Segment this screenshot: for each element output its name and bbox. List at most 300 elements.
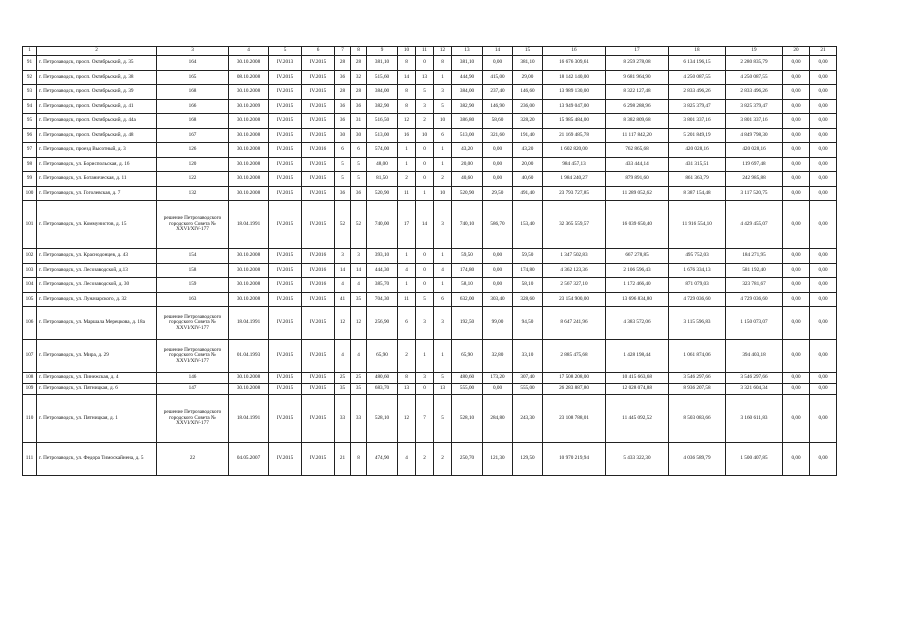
table-cell: IV.2015 <box>302 201 335 249</box>
table-row <box>23 292 837 307</box>
table-cell: 6 <box>434 128 452 143</box>
table-cell: 0,00 <box>783 373 810 384</box>
table-cell: 480,60 <box>367 373 398 384</box>
table-cell: 0 <box>416 263 434 278</box>
table-cell: 11 <box>398 186 416 201</box>
table-cell: 6 <box>398 307 416 340</box>
row-number: 91 <box>23 56 37 71</box>
table-cell: 18.04.1991 <box>229 307 269 340</box>
table-cell: 52 <box>335 201 351 249</box>
table-cell: 520,90 <box>367 186 398 201</box>
table-cell: 168 <box>157 114 229 129</box>
table-cell: 0 <box>416 56 434 71</box>
table-cell: 323 781,67 <box>726 278 783 293</box>
table-cell: 5 <box>335 172 351 187</box>
table-cell: 33 <box>335 395 351 443</box>
table-cell: 21 169 485,78 <box>543 128 606 143</box>
table-cell: 0,00 <box>483 172 513 187</box>
table-cell: 6 298 288,96 <box>606 99 669 114</box>
table-cell: IV.2015 <box>302 85 335 100</box>
table-cell: 4 250 087,55 <box>726 70 783 85</box>
table-cell: 515,60 <box>367 70 398 85</box>
table-cell: 0 <box>416 278 434 293</box>
column-number: 7 <box>335 47 351 56</box>
table-cell: 0,00 <box>783 443 810 476</box>
table-cell: 871 079,03 <box>669 278 726 293</box>
table-cell: IV.2015 <box>302 373 335 384</box>
table-cell: 243,30 <box>513 395 543 443</box>
table-cell: решение Петрозаводского городского Совета № XXVI/XIV-177 <box>157 201 229 249</box>
table-cell: 8 322 127,48 <box>606 85 669 100</box>
table-cell: 28 <box>335 85 351 100</box>
table-cell: 17 508 208,00 <box>543 373 606 384</box>
address-cell: г. Петрозаводск, ул. Луначарского, д. 32 <box>37 292 157 307</box>
table-cell: 1 <box>434 143 452 158</box>
table-cell: 0,00 <box>810 395 837 443</box>
table-row <box>23 278 837 293</box>
table-cell: 25 <box>351 373 367 384</box>
table-cell: 65,90 <box>367 340 398 373</box>
table-cell: 29,00 <box>513 70 543 85</box>
column-number-row <box>23 47 837 56</box>
table-cell: 3 <box>335 249 351 264</box>
table-row <box>23 249 837 264</box>
row-number: 104 <box>23 278 37 293</box>
table-cell: 242 985,88 <box>726 172 783 187</box>
table-cell: 15 985 484,00 <box>543 114 606 129</box>
table-cell: 158 <box>157 263 229 278</box>
table-cell: 30.10.2008 <box>229 143 269 158</box>
table-cell: 0,00 <box>810 70 837 85</box>
table-cell: 250,70 <box>452 443 483 476</box>
table-cell: 36 <box>335 99 351 114</box>
address-cell: г. Петрозаводск, ул. Маршала Мерецкова, д. 18а <box>37 307 157 340</box>
table-cell: 30.10.2008 <box>229 128 269 143</box>
table-cell: 173,20 <box>483 373 513 384</box>
table-cell: 0,00 <box>783 128 810 143</box>
table-cell: 29,50 <box>483 186 513 201</box>
table-cell: 420 028,16 <box>669 143 726 158</box>
table-cell: IV.2016 <box>302 143 335 158</box>
table-cell: 3 115 596,83 <box>669 307 726 340</box>
table-cell: 0,00 <box>810 56 837 71</box>
table-row <box>23 395 837 443</box>
table-cell: 7 <box>416 395 434 443</box>
table-cell: 1 676 334,13 <box>669 263 726 278</box>
table-cell: 431 315,51 <box>669 157 726 172</box>
table-cell: 32 365 559,57 <box>543 201 606 249</box>
table-cell: 5 <box>434 99 452 114</box>
table-row <box>23 307 837 340</box>
table-cell: 52 <box>351 201 367 249</box>
table-cell: 303,40 <box>483 292 513 307</box>
row-number: 107 <box>23 340 37 373</box>
table-cell: 762 865,68 <box>606 143 669 158</box>
table-cell: 1 <box>434 278 452 293</box>
table-cell: 59,50 <box>513 249 543 264</box>
table-cell: 0,00 <box>810 340 837 373</box>
table-cell: 393,10 <box>367 249 398 264</box>
row-number: 109 <box>23 384 37 395</box>
table-cell: 385,70 <box>367 278 398 293</box>
table-cell: IV.2015 <box>302 114 335 129</box>
table-cell: 3 <box>416 307 434 340</box>
table-cell: 31 <box>351 114 367 129</box>
table-cell: 8 <box>398 373 416 384</box>
table-cell: 2 <box>434 172 452 187</box>
table-cell: 0,00 <box>483 157 513 172</box>
table-cell: 433 444,14 <box>606 157 669 172</box>
table-cell: IV.2015 <box>269 373 302 384</box>
table-cell: 861 363,79 <box>669 172 726 187</box>
table-cell: 0,00 <box>783 56 810 71</box>
address-cell: г. Петрозаводск, просп. Октябрьский, д. 35 <box>37 56 157 71</box>
table-cell: 13 989 130,00 <box>543 85 606 100</box>
table-cell: 10 970 219,94 <box>543 443 606 476</box>
table-cell: 58,60 <box>483 114 513 129</box>
table-cell: 480,60 <box>452 373 483 384</box>
table-cell: 415,00 <box>483 70 513 85</box>
table-cell: 33 <box>351 395 367 443</box>
table-cell: 3 546 297,66 <box>669 373 726 384</box>
table-cell: IV.2015 <box>269 85 302 100</box>
table-cell: 0,00 <box>783 263 810 278</box>
table-cell: 0,00 <box>810 157 837 172</box>
row-number: 103 <box>23 263 37 278</box>
table-cell: IV.2015 <box>269 263 302 278</box>
table-cell: 4 849 798,30 <box>726 128 783 143</box>
table-cell: 879 891,60 <box>606 172 669 187</box>
table-cell: 0,00 <box>810 443 837 476</box>
table-cell: 4 362 123,36 <box>543 263 606 278</box>
table-cell: 328,60 <box>513 292 543 307</box>
table-cell: 4 <box>335 278 351 293</box>
table-cell: 0,00 <box>783 395 810 443</box>
table-cell: 129,50 <box>513 443 543 476</box>
table-cell: 1 428 198,44 <box>606 340 669 373</box>
table-cell: 8 <box>434 56 452 71</box>
table-cell: 5 201 849,19 <box>669 128 726 143</box>
table-cell: 0,00 <box>810 263 837 278</box>
table-cell: решение Петрозаводского городского Совета № XXVI/XIV-177 <box>157 395 229 443</box>
address-cell: г. Петрозаводск, ул. Пятницкая, д. 1 <box>37 395 157 443</box>
table-cell: 35 <box>351 384 367 395</box>
row-number: 94 <box>23 99 37 114</box>
address-cell: г. Петрозаводск, просп. Октябрьский, д. 41 <box>37 99 157 114</box>
table-cell: 328,20 <box>513 114 543 129</box>
table-cell: 1 500 407,85 <box>726 443 783 476</box>
table-cell: 13 696 834,80 <box>606 292 669 307</box>
table-cell: 394 403,18 <box>726 340 783 373</box>
table-cell: 384,00 <box>367 85 398 100</box>
row-number: 110 <box>23 395 37 443</box>
table-cell: 1 <box>398 143 416 158</box>
table-cell: 0,00 <box>783 99 810 114</box>
row-number: 105 <box>23 292 37 307</box>
table-cell: 5 433 322,30 <box>606 443 669 476</box>
column-number: 20 <box>783 47 810 56</box>
table-cell: 65,90 <box>452 340 483 373</box>
row-number: 95 <box>23 114 37 129</box>
table-row <box>23 201 837 249</box>
row-number: 92 <box>23 70 37 85</box>
table-cell: 30.10.2008 <box>229 114 269 129</box>
address-cell: г. Петрозаводск, ул. Бориспольская, д. 16 <box>37 157 157 172</box>
table-cell: 30.10.2008 <box>229 278 269 293</box>
address-cell: г. Петрозаводск, ул. Мира, д. 29 <box>37 340 157 373</box>
table-cell: 132 <box>157 186 229 201</box>
table-cell: 2 885 475,68 <box>543 340 606 373</box>
table-cell: IV.2015 <box>302 157 335 172</box>
table-cell: IV.2015 <box>269 443 302 476</box>
table-row <box>23 114 837 129</box>
table-cell: 0,00 <box>483 278 513 293</box>
table-cell: 1 602 820,00 <box>543 143 606 158</box>
table-cell: 9 681 964,90 <box>606 70 669 85</box>
table-cell: 8 936 207,58 <box>669 384 726 395</box>
table-cell: 4 036 589,79 <box>669 443 726 476</box>
table-cell: 1 <box>398 157 416 172</box>
table-cell: 0,00 <box>810 384 837 395</box>
table-cell: 0 <box>416 172 434 187</box>
table-cell: 555,00 <box>513 384 543 395</box>
table-cell: 5 <box>351 172 367 187</box>
table-cell: 147 <box>157 384 229 395</box>
table-cell: 444,30 <box>367 263 398 278</box>
table-cell: 10 <box>416 128 434 143</box>
table-cell: 26 283 887,80 <box>543 384 606 395</box>
table-cell: 30.10.2008 <box>229 172 269 187</box>
table-cell: 18.04.1991 <box>229 201 269 249</box>
table-cell: 30.10.2008 <box>229 85 269 100</box>
table-cell: 32,80 <box>483 340 513 373</box>
table-row <box>23 70 837 85</box>
table-cell: 3 825 379,47 <box>726 99 783 114</box>
table-cell: 30 <box>335 128 351 143</box>
table-cell: 555,00 <box>452 384 483 395</box>
table-row <box>23 172 837 187</box>
table-cell: IV.2015 <box>269 384 302 395</box>
table-cell: 307,40 <box>513 373 543 384</box>
table-cell: 126 <box>157 143 229 158</box>
table-cell: 3 <box>416 373 434 384</box>
table-cell: 121,30 <box>483 443 513 476</box>
document-sheet <box>22 46 837 476</box>
table-cell: IV.2015 <box>269 340 302 373</box>
table-cell: 381,10 <box>513 56 543 71</box>
table-cell: 94,50 <box>513 307 543 340</box>
table-cell: IV.2016 <box>302 249 335 264</box>
row-number: 100 <box>23 186 37 201</box>
table-cell: 165 <box>157 70 229 85</box>
table-cell: 0,00 <box>783 340 810 373</box>
table-cell: 528,10 <box>367 395 398 443</box>
table-cell: 740,10 <box>452 201 483 249</box>
table-cell: 574,00 <box>367 143 398 158</box>
table-cell: 0,00 <box>810 85 837 100</box>
table-cell: 58,10 <box>513 278 543 293</box>
table-cell: 11 289 052,62 <box>606 186 669 201</box>
table-cell: 3 160 611,83 <box>726 395 783 443</box>
table-cell: 4 <box>335 340 351 373</box>
address-cell: г. Петрозаводск, ул. Пятницкая, д. 6 <box>37 384 157 395</box>
table-cell: 444,90 <box>452 70 483 85</box>
table-cell: 0,00 <box>810 186 837 201</box>
table-cell: 984 457,13 <box>543 157 606 172</box>
table-cell: 3 801 337,16 <box>726 114 783 129</box>
table-cell: IV.2016 <box>302 278 335 293</box>
table-cell: 520,90 <box>452 186 483 201</box>
table-cell: 191,40 <box>513 128 543 143</box>
table-cell: IV.2015 <box>302 99 335 114</box>
table-row <box>23 56 837 71</box>
column-number: 21 <box>810 47 837 56</box>
table-cell: 163 <box>157 292 229 307</box>
table-cell: IV.2015 <box>269 157 302 172</box>
table-cell: 8 647 241,96 <box>543 307 606 340</box>
table-cell: 0,00 <box>783 278 810 293</box>
table-cell: 33,10 <box>513 340 543 373</box>
table-cell: 0,00 <box>783 172 810 187</box>
table-cell: 256,90 <box>367 307 398 340</box>
table-cell: 18.04.1991 <box>229 395 269 443</box>
table-cell: IV.2015 <box>269 278 302 293</box>
table-cell: решение Петрозаводского городского Совета № XXVI/XIV-177 <box>157 307 229 340</box>
table-cell: 32 <box>351 70 367 85</box>
table-cell: 1 <box>416 340 434 373</box>
table-cell: 491,40 <box>513 186 543 201</box>
table-cell: 1 172 466,40 <box>606 278 669 293</box>
table-cell: 21 <box>335 443 351 476</box>
table-cell: 4 729 036,60 <box>669 292 726 307</box>
table-cell: 146,90 <box>483 99 513 114</box>
address-cell: г. Петрозаводск, ул. Ботаническая, д. 11 <box>37 172 157 187</box>
table-cell: 8 <box>351 443 367 476</box>
table-cell: IV.2015 <box>302 56 335 71</box>
table-cell: 6 134 196,15 <box>669 56 726 71</box>
column-number: 2 <box>37 47 157 56</box>
address-cell: г. Петрозаводск, просп. Октябрьский, д. 44а <box>37 114 157 129</box>
table-cell: 146,60 <box>513 85 543 100</box>
table-cell: 0 <box>416 384 434 395</box>
table-cell: 164 <box>157 56 229 71</box>
table-cell: 4 250 087,55 <box>669 70 726 85</box>
table-cell: 586,70 <box>483 201 513 249</box>
table-cell: 3 321 604,34 <box>726 384 783 395</box>
table-cell: 3 <box>434 201 452 249</box>
table-cell: 40,60 <box>513 172 543 187</box>
table-cell: 5 <box>416 292 434 307</box>
row-number: 108 <box>23 373 37 384</box>
column-number: 11 <box>416 47 434 56</box>
table-cell: 321,60 <box>483 128 513 143</box>
table-cell: 59,50 <box>452 249 483 264</box>
table-cell: IV.2015 <box>302 395 335 443</box>
table-cell: 513,00 <box>367 128 398 143</box>
table-cell: 08.10.2008 <box>229 70 269 85</box>
table-cell: 13 <box>434 384 452 395</box>
address-cell: г. Петрозаводск, ул. Лесозаводской, д. 30 <box>37 278 157 293</box>
table-cell: 81,50 <box>367 172 398 187</box>
table-cell: 2 567 327,10 <box>543 278 606 293</box>
table-cell: 30.10.2008 <box>229 186 269 201</box>
table-cell: 5 <box>416 85 434 100</box>
column-number: 16 <box>543 47 606 56</box>
table-cell: 18 142 140,00 <box>543 70 606 85</box>
column-number: 19 <box>726 47 783 56</box>
table-cell: 683,70 <box>367 384 398 395</box>
table-cell: 0,00 <box>810 201 837 249</box>
column-number: 14 <box>483 47 513 56</box>
table-cell: 3 <box>351 249 367 264</box>
table-cell: 01.04.1993 <box>229 340 269 373</box>
table-cell: 4 <box>398 443 416 476</box>
table-cell: 0,00 <box>483 143 513 158</box>
table-row <box>23 373 837 384</box>
table-cell: 120 <box>157 157 229 172</box>
table-cell: 35 <box>335 384 351 395</box>
table-cell: 153,40 <box>513 201 543 249</box>
table-cell: 740,00 <box>367 201 398 249</box>
column-number: 10 <box>398 47 416 56</box>
table-cell: 10 415 663,68 <box>606 373 669 384</box>
table-cell: IV.2015 <box>302 172 335 187</box>
table-cell: 0,00 <box>810 114 837 129</box>
table-cell: IV.2016 <box>302 263 335 278</box>
row-number: 98 <box>23 157 37 172</box>
column-number: 15 <box>513 47 543 56</box>
column-number: 9 <box>367 47 398 56</box>
column-number: 1 <box>23 47 37 56</box>
data-table <box>22 46 837 476</box>
table-cell: 30.10.2008 <box>229 263 269 278</box>
row-number: 102 <box>23 249 37 264</box>
table-cell: 36 <box>335 70 351 85</box>
table-row <box>23 384 837 395</box>
table-cell: 0,00 <box>810 172 837 187</box>
table-cell: 11 916 554,10 <box>669 201 726 249</box>
address-cell: г. Петрозаводск, просп. Октябрьский, д. 48 <box>37 128 157 143</box>
table-cell: 0,00 <box>783 157 810 172</box>
table-cell: 36 <box>351 99 367 114</box>
table-cell: 12 <box>398 114 416 129</box>
table-cell: 4 729 036,60 <box>726 292 783 307</box>
table-cell: 3 <box>434 85 452 100</box>
table-cell: 0,00 <box>483 249 513 264</box>
table-cell: 28 <box>351 56 367 71</box>
table-cell: 4 429 455,07 <box>726 201 783 249</box>
table-cell: 122 <box>157 172 229 187</box>
table-cell: 58,10 <box>452 278 483 293</box>
table-cell: 0 <box>416 157 434 172</box>
address-cell: г. Петрозаводск, просп. Октябрьский, д. 39 <box>37 85 157 100</box>
table-cell: 23 793 727,85 <box>543 186 606 201</box>
table-cell: 16 <box>398 128 416 143</box>
table-cell: 192,50 <box>452 307 483 340</box>
table-cell: 3 546 297,66 <box>726 373 783 384</box>
table-cell: 667 278,85 <box>606 249 669 264</box>
table-cell: 4 <box>434 263 452 278</box>
table-cell: 381,10 <box>452 56 483 71</box>
table-cell: 0,00 <box>483 384 513 395</box>
table-cell: 0,00 <box>810 143 837 158</box>
table-cell: 16 039 650,40 <box>606 201 669 249</box>
table-cell: 11 <box>398 292 416 307</box>
table-cell: 20,00 <box>452 157 483 172</box>
table-cell: 1 <box>398 249 416 264</box>
column-number: 18 <box>669 47 726 56</box>
table-cell: 166 <box>157 99 229 114</box>
